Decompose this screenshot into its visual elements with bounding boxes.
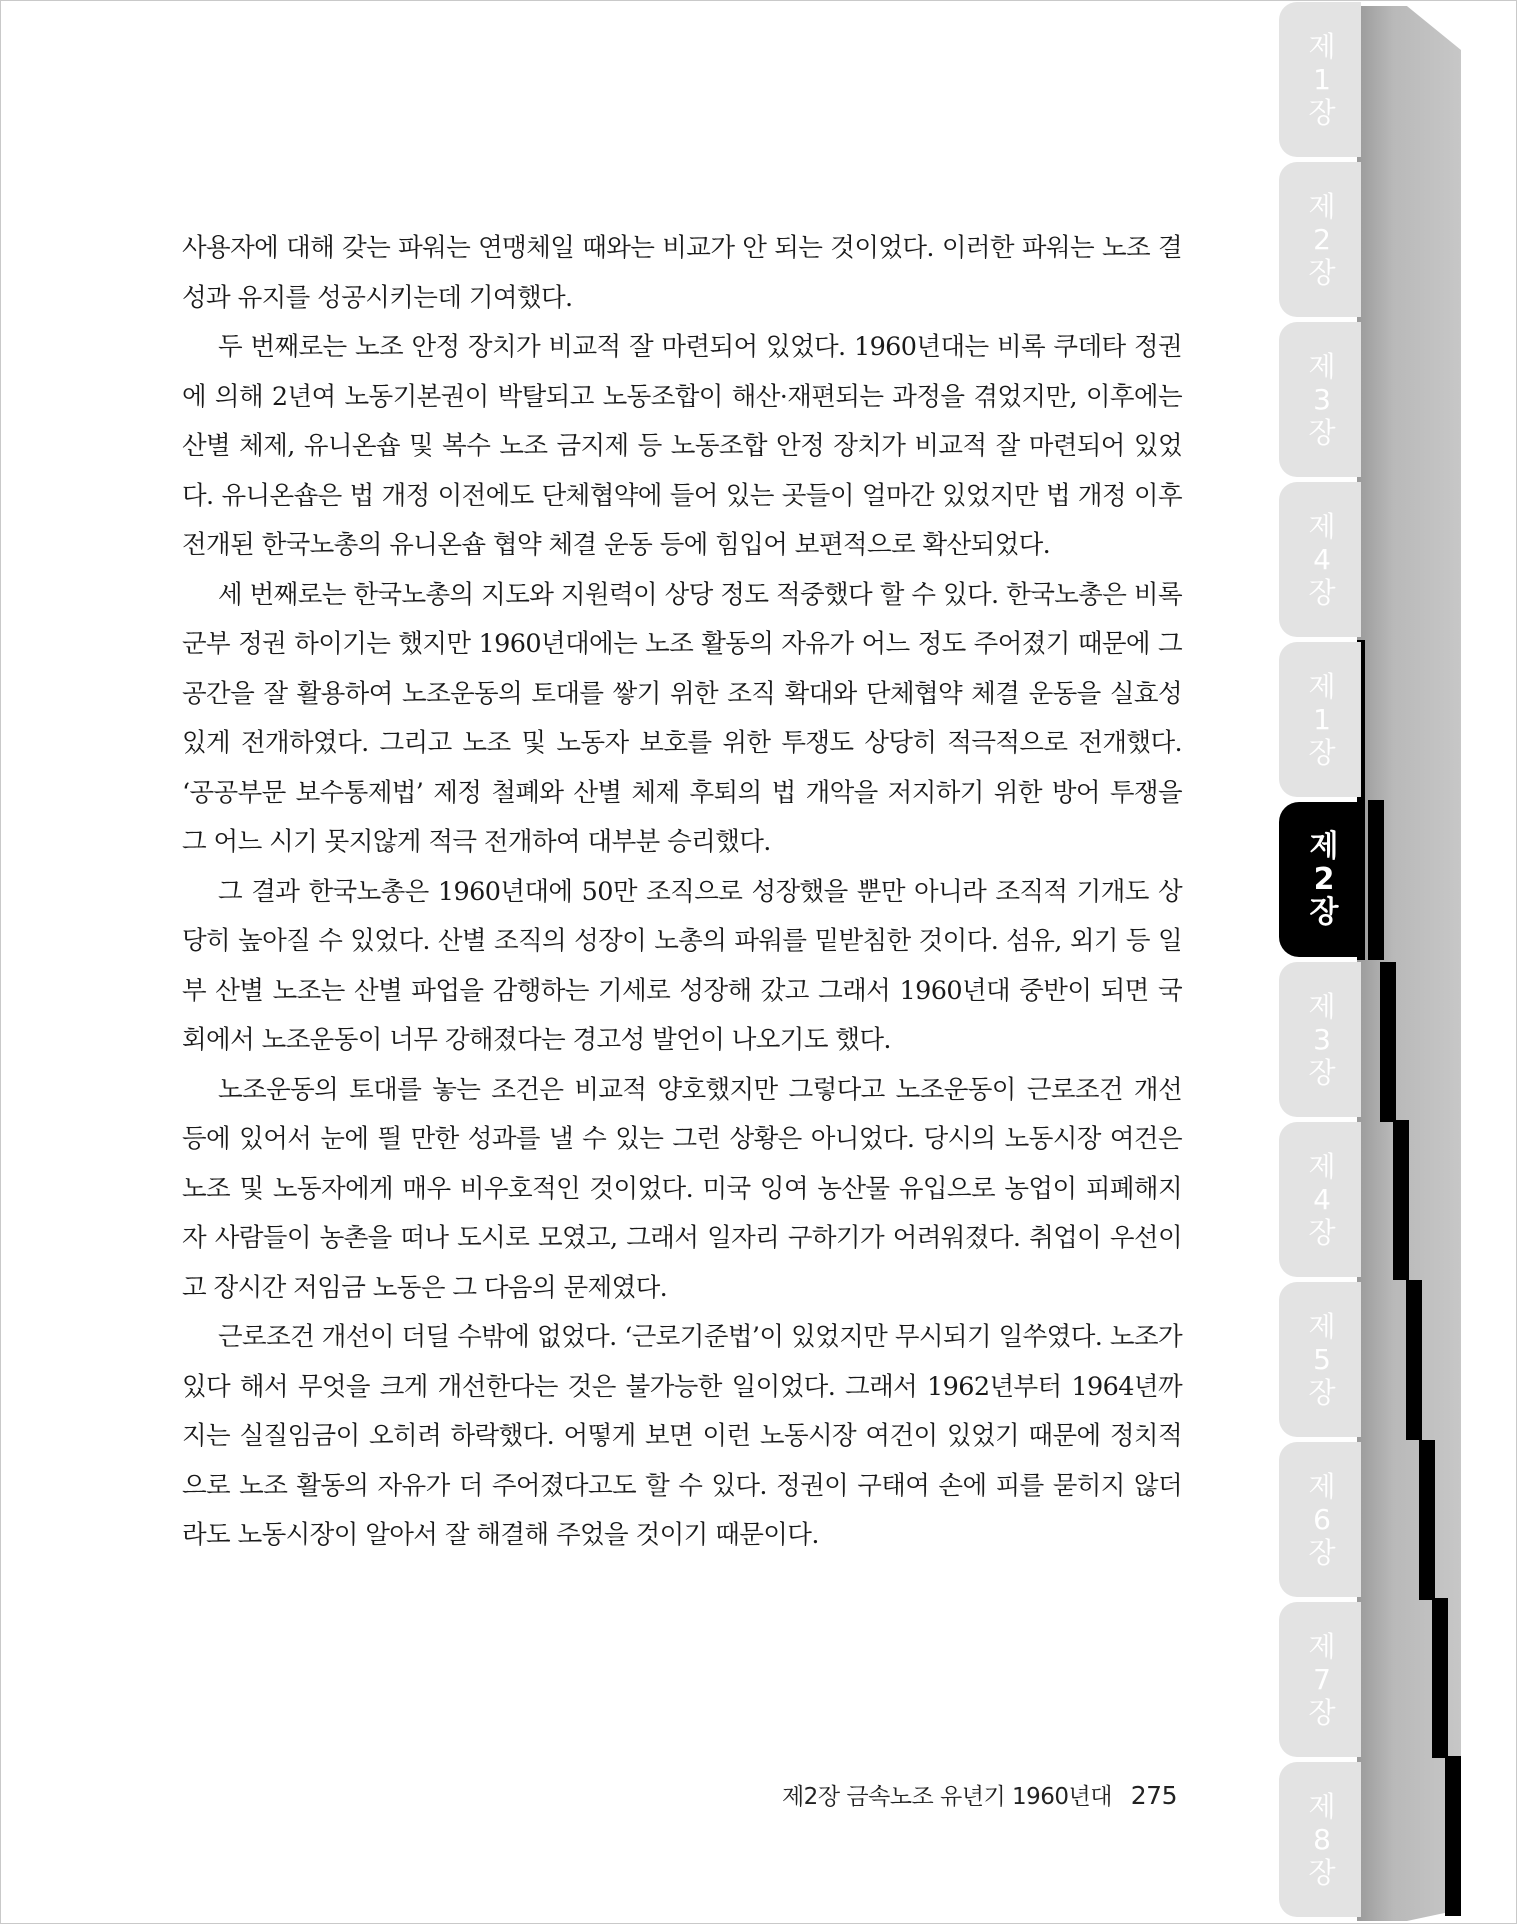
edge-mark bbox=[1393, 1120, 1409, 1280]
tab-char: 4 bbox=[1313, 543, 1331, 576]
chapter-tab[interactable] bbox=[1279, 482, 1361, 637]
tab-char: 제 bbox=[1308, 1150, 1336, 1183]
tab-char: 6 bbox=[1313, 1503, 1331, 1536]
tab-char: 제 bbox=[1308, 510, 1336, 543]
tab-char: 제 bbox=[1309, 829, 1339, 864]
tab-char: 7 bbox=[1313, 1663, 1331, 1696]
chapter-tab[interactable] bbox=[1279, 1602, 1361, 1757]
running-title: 제2장 금속노조 유년기 1960년대 bbox=[781, 1784, 1112, 1810]
tab-char: 제 bbox=[1308, 190, 1336, 223]
tab-char: 제 bbox=[1308, 990, 1336, 1023]
tab-char: 제 bbox=[1308, 1790, 1336, 1823]
tab-char: 2 bbox=[1313, 223, 1331, 256]
running-footer bbox=[782, 1778, 1177, 1811]
tab-char: 1 bbox=[1313, 63, 1331, 96]
tab-char: 제 bbox=[1308, 1470, 1336, 1503]
tab-char: 제 bbox=[1308, 350, 1336, 383]
edge-mark bbox=[1432, 1598, 1448, 1758]
chapter-tabs bbox=[1279, 0, 1359, 1926]
tab-char: 4 bbox=[1313, 1183, 1331, 1216]
tab-char: 3 bbox=[1313, 383, 1331, 416]
chapter-tab[interactable] bbox=[1279, 642, 1361, 797]
tab-char: 2 bbox=[1313, 862, 1335, 897]
chapter-tab[interactable] bbox=[1279, 162, 1361, 317]
tab-char: 장 bbox=[1308, 96, 1336, 129]
paragraph: 사용자에 대해 갖는 파워는 연맹체일 때와는 비교가 안 되는 것이었다. 이러한 파워는 노조 결성과 유지를 성공시키는데 기여했다. bbox=[182, 233, 1182, 313]
tab-char: 장 bbox=[1308, 576, 1336, 609]
chapter-tab[interactable] bbox=[1279, 1122, 1361, 1277]
chapter-tab[interactable] bbox=[1279, 1762, 1361, 1917]
tab-char: 3 bbox=[1313, 1023, 1331, 1056]
chapter-tab[interactable] bbox=[1279, 1282, 1361, 1437]
paragraph: 노조운동의 토대를 놓는 조건은 비교적 양호했지만 그렇다고 노조운동이 근로조건 개선 등에 있어서 눈에 띌 만한 성과를 낼 수 있는 그런 상황은 아니었다. 당시의 노동시장 여건은 노조 및 노동자에게 매우 비우호적인 것이었다. 미국 잉여 농산물 유입으로 농업이 피폐해지자 사람들이 농촌을 떠나 도시로 모였고, 그래서 일자리 구하기가 어려워졌다. 취업이 우선이고 장시간 저임금 노동은 그 다음의 문제였다. bbox=[182, 1074, 1182, 1303]
tab-char: 제 bbox=[1308, 1630, 1336, 1663]
edge-mark bbox=[1368, 800, 1384, 960]
tab-char: 5 bbox=[1313, 1343, 1331, 1376]
tab-char: 장 bbox=[1308, 1536, 1336, 1569]
tab-char: 장 bbox=[1308, 736, 1336, 769]
edge-mark bbox=[1419, 1440, 1435, 1600]
chapter-tab[interactable] bbox=[1279, 1442, 1361, 1597]
tab-char: 제 bbox=[1308, 30, 1336, 63]
tab-char: 장 bbox=[1308, 1856, 1336, 1889]
chapter-tab[interactable] bbox=[1279, 962, 1361, 1117]
edge-mark bbox=[1406, 1280, 1422, 1440]
page-number: 275 bbox=[1130, 1781, 1177, 1810]
tab-char: 장 bbox=[1308, 416, 1336, 449]
chapter-tab-active[interactable] bbox=[1279, 802, 1365, 957]
tab-char: 제 bbox=[1308, 1310, 1336, 1343]
edge-mark bbox=[1445, 1756, 1461, 1916]
body-text bbox=[182, 224, 1182, 1561]
tab-char: 장 bbox=[1308, 256, 1336, 289]
paragraph: 두 번째로는 노조 안정 장치가 비교적 잘 마련되어 있었다. 1960년대는 비록 쿠데타 정권에 의해 2년여 노동기본권이 박탈되고 노동조합이 해산·재편되는 과정을 겪었지만, 이후에는 산별 체제, 유니온숍 및 복수 노조 금지제 등 노동조합 안정 장치가 비교적 잘 마련되어 있었다. 유니온숍은 법 개정 이전에도 단체협약에 들어 있는 곳들이 얼마간 있었지만 법 개정 이후 전개된 한국노총의 유니온숍 협약 체결 운동 등에 힘입어 보편적으로 확산되었다. bbox=[182, 332, 1182, 560]
chapter-tab[interactable] bbox=[1279, 2, 1361, 157]
tab-char: 8 bbox=[1313, 1823, 1331, 1856]
tab-char: 제 bbox=[1308, 670, 1336, 703]
edge-mark bbox=[1380, 962, 1396, 1122]
chapter-tab[interactable] bbox=[1279, 322, 1361, 477]
tab-char: 1 bbox=[1313, 703, 1331, 736]
tab-char: 장 bbox=[1309, 895, 1339, 930]
tab-char: 장 bbox=[1308, 1376, 1336, 1409]
paragraph: 세 번째로는 한국노총의 지도와 지원력이 상당 정도 적중했다 할 수 있다. 한국노총은 비록 군부 정권 하이기는 했지만 1960년대에는 노조 활동의 자유가 어느 정도 주어졌기 때문에 그 공간을 잘 활용하여 노조운동의 토대를 쌓기 위한 조직 확대와 단체협약 체결 운동을 실효성 있게 전개하였다. 그리고 노조 및 노동자 보호를 위한 투쟁도 상당히 적극적으로 전개했다. ‘공공부문 보수통제법’ 제정 철폐와 산별 체제 후퇴의 법 개악을 저지하기 위한 방어 투쟁을 그 어느 시기 못지않게 적극 전개하여 대부분 승리했다. bbox=[182, 579, 1182, 857]
tab-char: 장 bbox=[1308, 1056, 1336, 1089]
tab-char: 장 bbox=[1308, 1696, 1336, 1729]
paragraph: 근로조건 개선이 더딜 수밖에 없었다. ‘근로기준법’이 있었지만 무시되기 일쑤였다. 노조가 있다 해서 무엇을 크게 개선한다는 것은 불가능한 일이었다. 그래서 1962년부터 1964년까지는 실질임금이 오히려 하락했다. 어떻게 보면 이런 노동시장 여건이 있었기 때문에 정치적으로 노조 활동의 자유가 더 주어졌다고도 할 수 있다. 정권이 구태여 손에 피를 묻히지 않더라도 노동시장이 알아서 잘 해결해 주었을 것이기 때문이다. bbox=[182, 1322, 1182, 1550]
paragraph: 그 결과 한국노총은 1960년대에 50만 조직으로 성장했을 뿐만 아니라 조직적 기개도 상당히 높아질 수 있었다. 산별 조직의 성장이 노총의 파워를 밑받침한 것이다. 섬유, 외기 등 일부 산별 노조는 산별 파업을 감행하는 기세로 성장해 갔고 그래서 1960년대 중반이 되면 국회에서 노조운동이 너무 강해졌다는 경고성 발언이 나오기도 했다. bbox=[182, 876, 1182, 1055]
tab-char: 장 bbox=[1308, 1216, 1336, 1249]
